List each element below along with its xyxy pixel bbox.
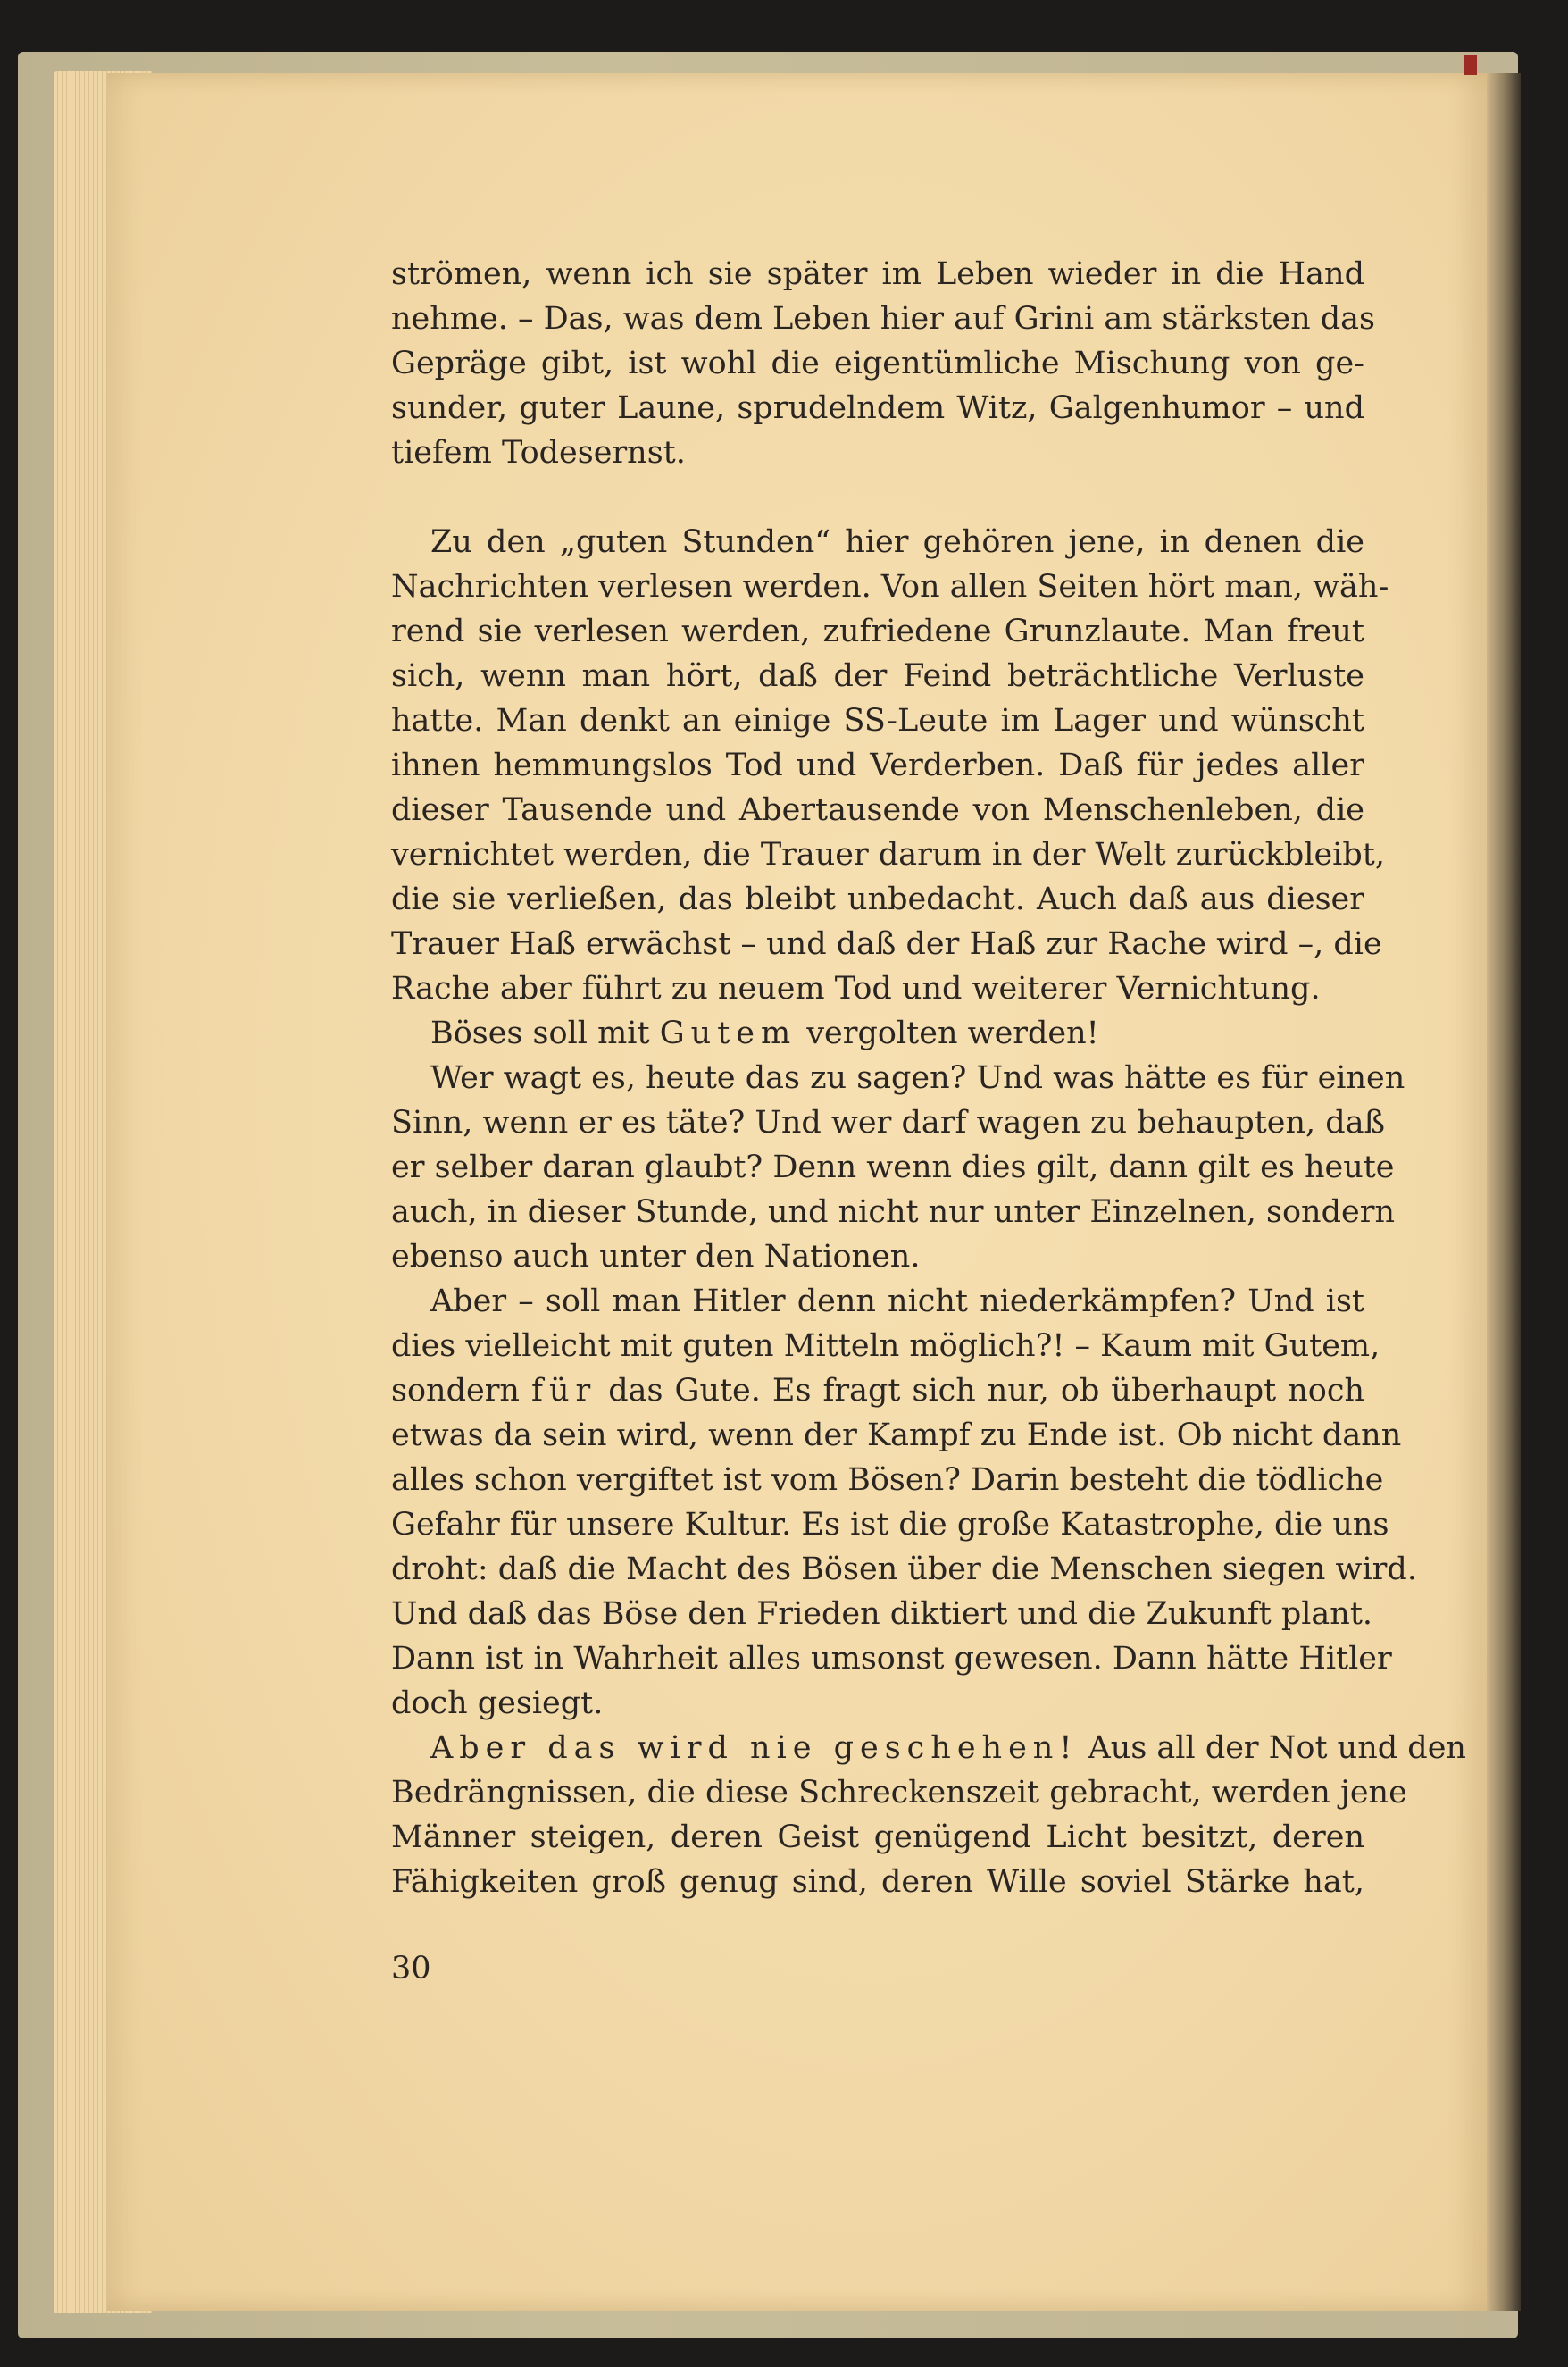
spaced-emphasis: für [530,1373,597,1409]
text-segment: Böses soll mit [430,1016,660,1051]
page-number: 30 [391,1951,431,1986]
text-line: Trauer Haß erwächst – und daß der Haß zur Rache wird –, die [391,926,1382,962]
text-line: die sie verließen, das bleibt unbedacht. Auch daß aus dieser [391,882,1364,917]
text-line: sich, wenn man hört, daß der Feind beträchtliche Verluste [391,658,1364,694]
text-line: ihnen hemmungslos Tod und Verderben. Daß für jedes aller [391,748,1364,783]
text-line: Sinn, wenn er es täte? Und wer darf wagen zu behaupten, daß [391,1105,1385,1141]
text-line: dieser Tausende und Abertausende von Menschenleben, die [391,792,1364,828]
text-line: Männer steigen, deren Geist genügend Licht besitzt, deren [391,1819,1364,1855]
text-line: auch, in dieser Stunde, und nicht nur unter Einzelnen, sondern [391,1194,1395,1230]
text-line: alles schon vergiftet ist vom Bösen? Darin besteht die tödliche [391,1462,1384,1498]
paragraph-gap [391,475,1364,520]
text-line: Gefahr für unsere Kultur. Es ist die große Katastrophe, die uns [391,1507,1389,1543]
text-line [391,1368,1364,1413]
text-line: hatte. Man denkt an einige SS-Leute im Lager und wünscht [391,703,1364,739]
text-line: Fähigkeiten groß genug sind, deren Wille soviel Stärke hat, [391,1864,1364,1900]
body-text [391,252,1466,1904]
text-line: Aber – soll man Hitler denn nicht niederkämpfen? Und ist [430,1284,1364,1319]
spaced-emphasis: Gutem [659,1016,797,1051]
spaced-emphasis: Aber das wird nie geschehen! [430,1730,1079,1766]
text-line [391,1011,1364,1056]
text-line: rend sie verlesen werden, zufriedene Grunzlaute. Man freut [391,614,1364,649]
bookmark-ribbon [1464,55,1477,75]
text-line: ebenso auch unter den Nationen. [391,1239,921,1275]
text-line: droht: daß die Macht des Bösen über die Menschen siegen wird. [391,1552,1417,1587]
text-segment: Aus all der Not und den [1078,1730,1466,1766]
text-line: nehme. – Das, was dem Leben hier auf Grini am stärksten das [391,301,1375,337]
text-segment: sondern [391,1373,531,1409]
text-line: Zu den „guten Stunden“ hier gehören jene, in denen die [430,524,1364,560]
text-segment: das Gute. Es fragt sich nur, ob überhaupt noch [596,1373,1364,1409]
text-line: tiefem Todesernst. [391,435,686,471]
text-line: vernichtet werden, die Trauer darum in der Welt zurückbleibt, [391,837,1385,873]
text-line [391,1726,1466,1770]
text-line: er selber daran glaubt? Denn wenn dies gilt, dann gilt es heute [391,1150,1395,1185]
text-line: Wer wagt es, heute das zu sagen? Und was hätte es für einen [430,1060,1405,1096]
text-segment: vergolten werden! [797,1016,1099,1051]
text-line: Rache aber führt zu neuem Tod und weiterer Vernichtung. [391,971,1321,1007]
text-line: Und daß das Böse den Frieden diktiert und die Zukunft plant. [391,1596,1373,1632]
page-right-edge [1487,73,1521,2311]
text-line: Bedrängnissen, die diese Schreckenszeit gebracht, werden jene [391,1775,1407,1811]
text-line: etwas da sein wird, wenn der Kampf zu Ende ist. Ob nicht dann [391,1418,1402,1453]
text-line: Dann ist in Wahrheit alles umsonst gewesen. Dann hätte Hitler [391,1641,1392,1677]
text-line: dies vielleicht mit guten Mitteln möglich?! – Kaum mit Gutem, [391,1328,1380,1364]
text-line: sunder, guter Laune, sprudelndem Witz, Galgenhumor – und [391,390,1364,426]
text-line: strömen, wenn ich sie später im Leben wieder in die Hand [391,256,1364,292]
text-line: Nachrichten verlesen werden. Von allen Seiten hört man, wäh- [391,569,1389,605]
text-line: doch gesiegt. [391,1685,604,1721]
text-line: Gepräge gibt, ist wohl die eigentümliche Mischung von ge- [391,346,1364,381]
